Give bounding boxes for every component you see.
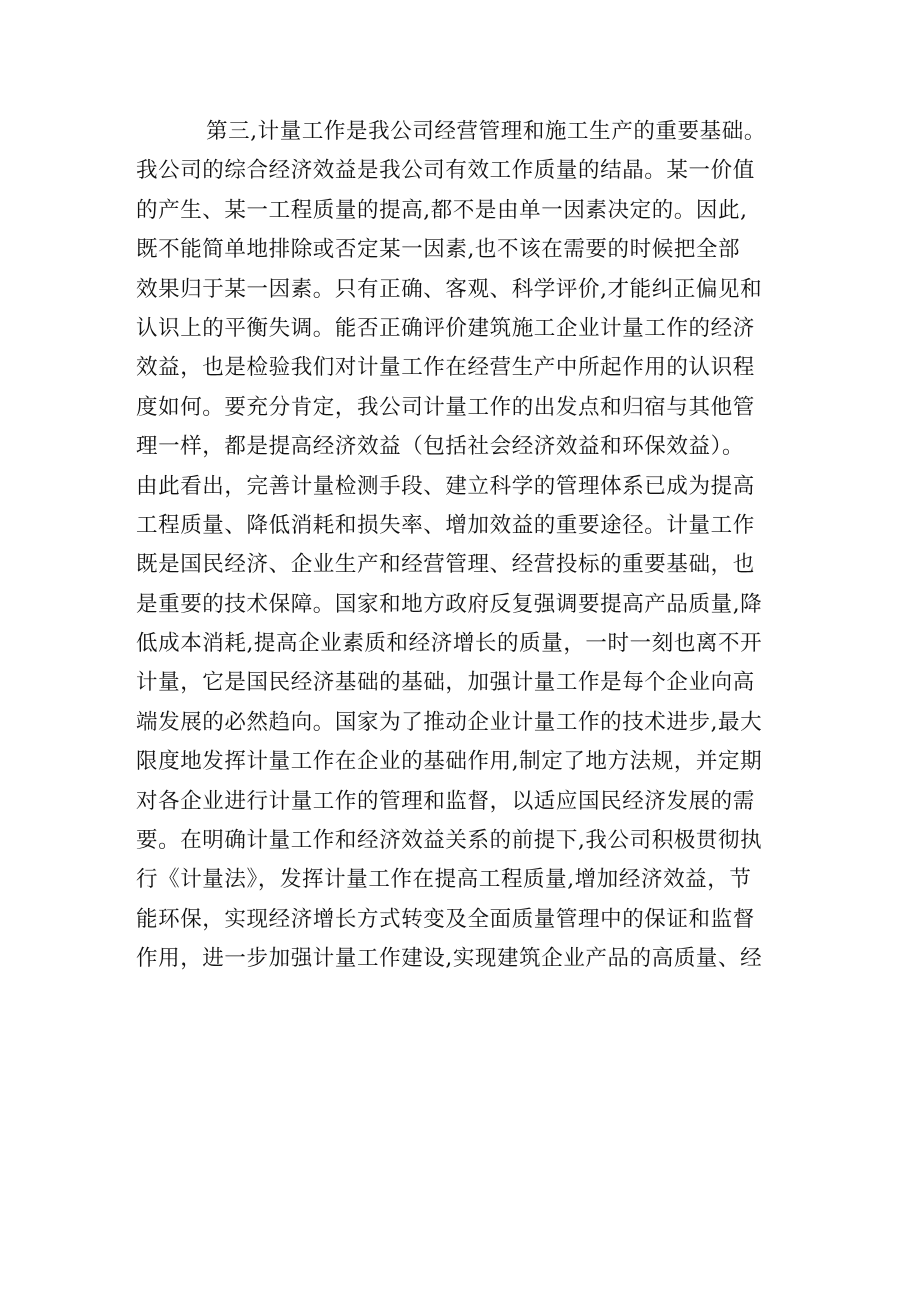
text-line: 第三,计量工作是我公司经营管理和施工生产的重要基础。: [206, 119, 766, 144]
text-line: 要。在明确计量工作和经济效益关系的前提下,我公司积极贯彻执: [136, 828, 763, 854]
text-line: 对各企业进行计量工作的管理和监督，以适应国民经济发展的需: [136, 788, 755, 814]
text-line: 限度地发挥计量工作在企业的基础作用,制定了地方法规，并定期: [136, 749, 763, 775]
text-line: 既不能简单地排除或否定某一因素,也不该在需要的时候把全部: [136, 237, 741, 263]
text-line: 能环保，实现经济增长方式转变及全面质量管理中的保证和监督: [136, 906, 755, 932]
text-line: 低成本消耗,提高企业素质和经济增长的质量，一时一刻也离不开: [136, 631, 763, 657]
text-line: 由此看出，完善计量检测手段、建立科学的管理体系已成为提高: [136, 473, 755, 499]
text-line: 端发展的必然趋向。国家为了推动企业计量工作的技术进步,最大: [136, 709, 763, 735]
text-line: 理一样，都是提高经济效益（包括社会经济效益和环保效益）。: [136, 434, 745, 460]
text-line: 工程质量、降低消耗和损失率、增加效益的重要途径。计量工作: [136, 512, 755, 538]
text-line: 既是国民经济、企业生产和经营管理、经营投标的重要基础，也: [136, 552, 755, 578]
text-line: 的产生、某一工程质量的提高,都不是由单一因素决定的。因此,: [136, 197, 748, 223]
text-line: 是重要的技术保障。国家和地方政府反复强调要提高产品质量,降: [136, 591, 763, 617]
text-line: 度如何。要充分肯定，我公司计量工作的出发点和归宿与其他管: [136, 394, 755, 420]
text-line: 我公司的综合经济效益是我公司有效工作质量的结晶。某一价值: [136, 158, 755, 184]
text-line: 计量，它是国民经济基础的基础，加强计量工作是每个企业向高: [136, 670, 755, 696]
text-line: 认识上的平衡失调。能否正确评价建筑施工企业计量工作的经济: [136, 315, 755, 341]
text-line: 作用，进一步加强计量工作建设,实现建筑企业产品的高质量、经: [136, 946, 763, 972]
body-paragraph: [136, 112, 826, 979]
text-line: 效益，也是检验我们对计量工作在经营生产中所起作用的认识程: [136, 355, 755, 381]
text-line: 效果归于某一因素。只有正确、客观、科学评价,才能纠正偏见和: [136, 276, 763, 302]
text-line: 行《计量法》，发挥计量工作在提高工程质量,增加经济效益，节: [136, 867, 752, 893]
